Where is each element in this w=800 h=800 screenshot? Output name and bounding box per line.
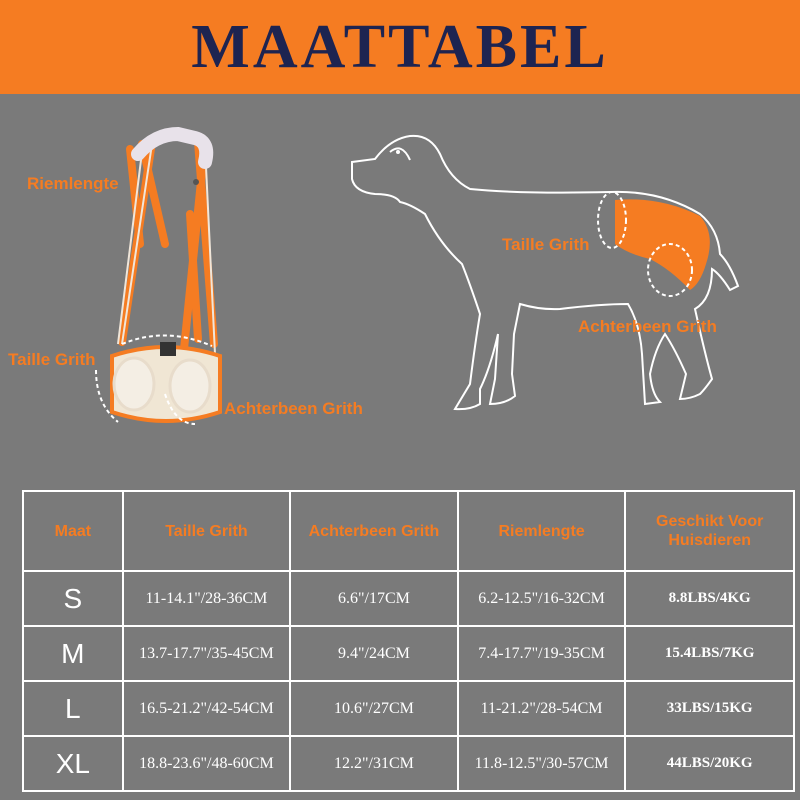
strap-cell: 11-21.2"/28-54CM (458, 681, 626, 736)
waist-cell: 11-14.1"/28-36CM (123, 571, 290, 626)
leg-cell: 12.2"/31CM (290, 736, 458, 791)
dog-waist-label: Taille Grith (502, 235, 590, 254)
header-pet: Geschikt Voor Huisdieren (625, 491, 794, 571)
size-cell: M (23, 626, 123, 681)
pet-cell: 8.8LBS/4KG (625, 571, 794, 626)
title-banner (0, 0, 800, 94)
header-strap: Riemlengte (458, 491, 626, 571)
dog-leg-label: Achterbeen Grith (578, 317, 717, 336)
harness-waist-label: Taille Grith (8, 350, 96, 369)
leg-cell: 9.4"/24CM (290, 626, 458, 681)
table-row (23, 626, 794, 681)
strap-cell: 11.8-12.5"/30-57CM (458, 736, 626, 791)
table-row (23, 736, 794, 791)
size-cell: S (23, 571, 123, 626)
size-table (22, 490, 795, 792)
waist-cell: 16.5-21.2"/42-54CM (123, 681, 290, 736)
table-row (23, 681, 794, 736)
size-cell: XL (23, 736, 123, 791)
illustration-drawing (0, 94, 800, 494)
header-leg: Achterbeen Grith (290, 491, 458, 571)
leg-cell: 6.6"/17CM (290, 571, 458, 626)
harness-leg-label: Achterbeen Grith (224, 399, 363, 418)
header-waist: Taille Grith (123, 491, 290, 571)
table-header-row (23, 491, 794, 571)
pet-cell: 15.4LBS/7KG (625, 626, 794, 681)
strap-cell: 6.2-12.5"/16-32CM (458, 571, 626, 626)
pet-cell: 33LBS/15KG (625, 681, 794, 736)
page-title: MAATTABEL (191, 12, 609, 81)
waist-cell: 18.8-23.6"/48-60CM (123, 736, 290, 791)
dog-illustration (352, 136, 738, 409)
waist-cell: 13.7-17.7"/35-45CM (123, 626, 290, 681)
table-row (23, 571, 794, 626)
pet-cell: 44LBS/20KG (625, 736, 794, 791)
illustration-area (0, 94, 800, 494)
size-cell: L (23, 681, 123, 736)
harness-strap-label: Riemlengte (27, 174, 119, 193)
strap-cell: 7.4-17.7"/19-35CM (458, 626, 626, 681)
header-size: Maat (23, 491, 123, 571)
leg-cell: 10.6"/27CM (290, 681, 458, 736)
